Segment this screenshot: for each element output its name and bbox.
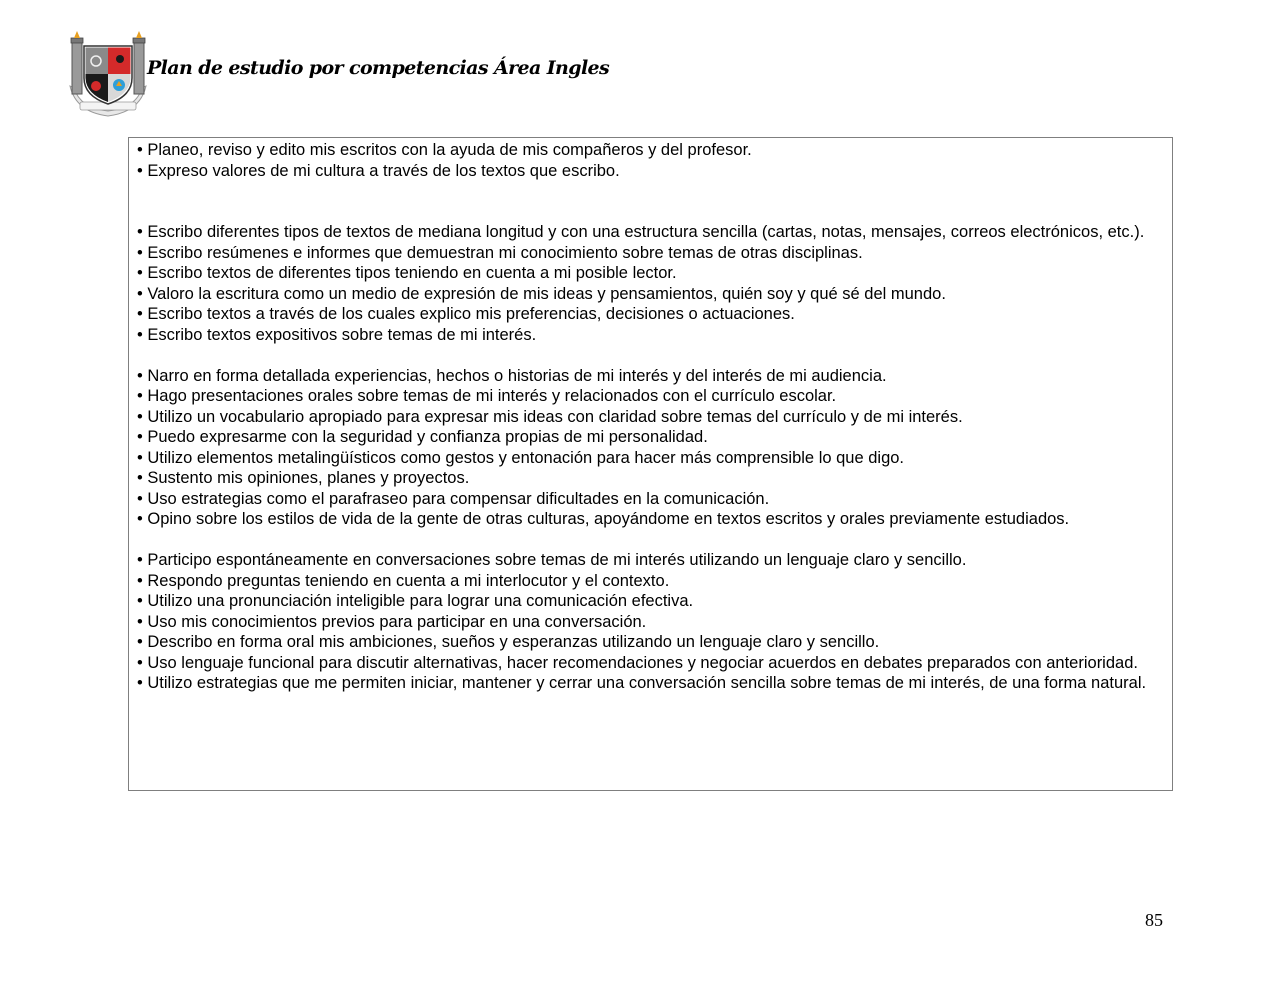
list-item: • Describo en forma oral mis ambiciones, sueños y esperanzas utilizando un lenguaje claro y sencillo. (137, 633, 880, 651)
list-item: • Planeo, reviso y edito mis escritos con la ayuda de mis compañeros y del profesor. (137, 141, 752, 159)
list-item: • Escribo diferentes tipos de textos de mediana longitud y con una estructura sencilla (cartas, notas, mensajes, correos electrónicos, etc.). (137, 223, 1145, 241)
list-item: • Escribo textos a través de los cuales explico mis preferencias, decisiones o actuaciones. (137, 305, 795, 323)
page-number: 85 (1145, 910, 1163, 930)
competencies-box (128, 137, 1173, 791)
list-item: • Escribo textos de diferentes tipos teniendo en cuenta a mi posible lector. (137, 264, 677, 282)
document-title: Plan de estudio por competencias Área Ingles (147, 57, 610, 79)
list-item: • Uso estrategias como el parafraseo para compensar dificultades en la comunicación. (137, 489, 770, 508)
list-item: • Hago presentaciones orales sobre temas de mi interés y relacionados con el currículo escolar. (137, 387, 837, 405)
list-item: • Expreso valores de mi cultura a través de los textos que escribo. (137, 161, 620, 180)
list-item: • Escribo resúmenes e informes que demuestran mi conocimiento sobre temas de otras disciplinas. (137, 243, 863, 262)
list-item: • Sustento mis opiniones, planes y proyectos. (137, 469, 470, 487)
list-item: • Puedo expresarme con la seguridad y confianza propias de mi personalidad. (137, 428, 708, 446)
school-crest-icon (66, 28, 150, 120)
list-item: • Escribo textos expositivos sobre temas de mi interés. (137, 325, 537, 344)
list-item: • Respondo preguntas teniendo en cuenta a mi interlocutor y el contexto. (137, 571, 670, 590)
list-item: • Opino sobre los estilos de vida de la gente de otras culturas, apoyándome en textos escritos y orales previamente estudiados. (137, 510, 1070, 528)
list-item: • Uso mis conocimientos previos para participar en una conversación. (137, 612, 647, 631)
list-item: • Participo espontáneamente en conversaciones sobre temas de mi interés utilizando un lenguaje claro y sencillo. (137, 551, 967, 569)
page-header (66, 28, 609, 120)
monologue-group (137, 366, 1164, 530)
list-item: • Narro en forma detallada experiencias, hechos o historias de mi interés y del interés de mi audiencia. (137, 366, 887, 385)
list-item: • Uso lenguaje funcional para discutir alternativas, hacer recomendaciones y negociar acuerdos en debates preparados con anterioridad. (137, 653, 1138, 672)
list-item: • Utilizo una pronunciación inteligible para lograr una comunicación efectiva. (137, 592, 694, 610)
conversation-group (137, 550, 1164, 694)
list-item: • Valoro la escritura como un medio de expresión de mis ideas y pensamientos, quién soy y qué sé del mundo. (137, 284, 946, 303)
list-item: • Utilizo un vocabulario apropiado para expresar mis ideas con claridad sobre temas del currículo y de mi interés. (137, 407, 963, 426)
writing-group-1 (137, 140, 1164, 181)
writing-group-2 (137, 222, 1164, 345)
list-item: • Utilizo elementos metalingüísticos como gestos y entonación para hacer más comprensible lo que digo. (137, 448, 905, 467)
list-item: • Utilizo estrategias que me permiten iniciar, mantener y cerrar una conversación sencilla sobre temas de mi interés, de una forma natural. (137, 674, 1147, 692)
